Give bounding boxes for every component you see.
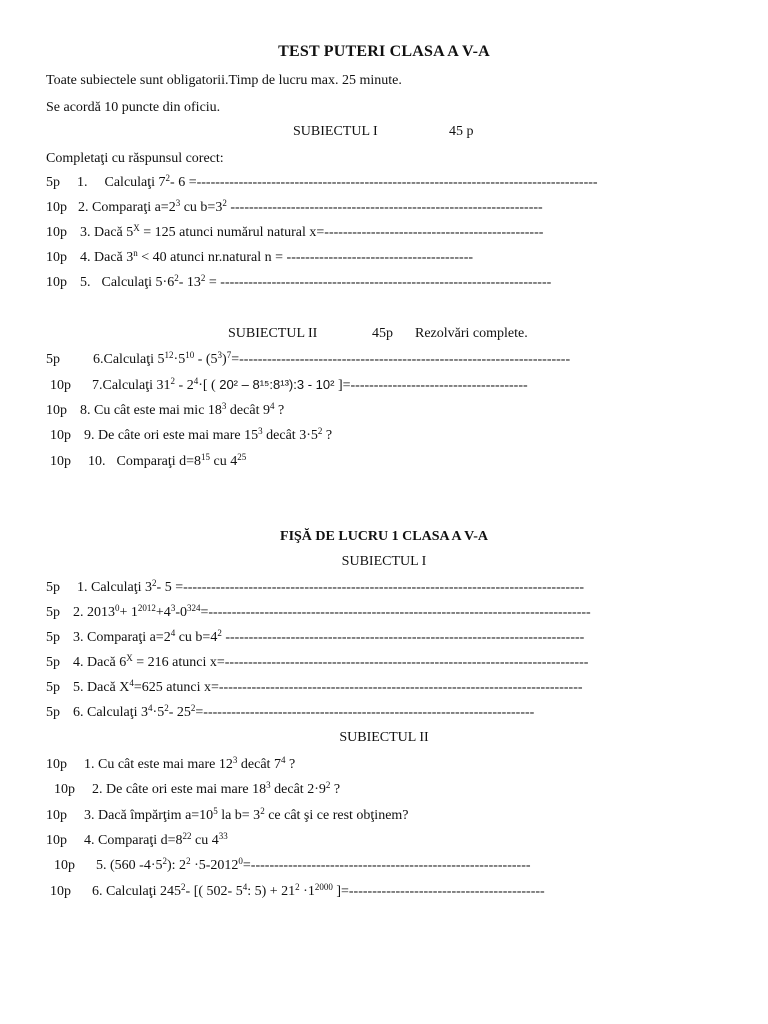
item-text: decât 3·5 [262,428,318,443]
answer-line: ------------------------------------------------------------------------------ [218,680,583,695]
item-text: Cu cât este mai mic 18 [94,403,222,418]
item-text: Dacă X [87,680,130,695]
item-number: 4. [73,655,84,670]
answer-line: -------------------------------------------------------------------------------------- [196,175,598,190]
answer-line: ------------------------------------------------------------ [250,858,531,873]
item-text: < 40 atunci nr.natural n = [137,250,287,265]
test-subiect1-points: 45 p [449,124,474,139]
exponent: 2 [222,198,227,208]
exponent: 2012 [137,603,156,613]
fisa-s1-item-2 [46,605,591,621]
item-points: 5p [46,630,60,645]
item-number: 5. [96,858,107,873]
exponent: X [126,653,133,663]
item-text: ·5 [173,352,186,367]
item-text: De câte ori este mai mare 15 [98,428,259,443]
test-s1-item-2 [46,200,543,216]
test-intro-rules: Toate subiectele sunt obligatorii.Timp de lucru max. 25 minute. [46,73,402,88]
exponent: 2 [200,273,206,283]
item-text: ·1 [299,884,315,899]
item-text: - (5 [194,352,218,367]
item-number: 2. [78,200,89,215]
exponent: 2 [260,806,265,816]
item-text: ]= [332,884,349,899]
test-s1-item-4 [46,250,473,266]
exponent: 33 [218,831,228,841]
test-intro-points: Se acordă 10 puncte din oficiu. [46,100,221,115]
item-points: 10p [46,833,67,848]
item-points: 10p [46,225,67,240]
exponent: 2000 [314,882,333,892]
item-number: 4. [84,833,95,848]
item-text: Calculaţi 31 [102,378,171,393]
exponent: 10 [185,350,195,360]
item-points: 10p [46,275,67,290]
item-text: De câte ori este mai mare 18 [106,782,267,797]
item-points: 10p [46,200,67,215]
item-text: - 2 [175,378,194,393]
item-text: ) [222,352,227,367]
item-text: Comparaţi a=2 [92,200,176,215]
item-text: = [231,352,240,367]
item-text: = 216 atunci x= [132,655,225,670]
test-s2-item-7 [50,377,528,394]
item-text: Dacă 6 [87,655,127,670]
item-text: +4 [155,605,171,620]
exponent: 2 [181,882,186,892]
item-text: Calculaţi 5·6 [101,275,175,290]
item-points: 10p [50,884,71,899]
item-points: 5p [46,680,60,695]
test-s1-item-5 [46,275,551,291]
test-subiect1-instruction: Completaţi cu răspunsul corect: [46,151,224,166]
item-text: cu 4 [210,454,238,469]
item-points: 10p [46,757,67,772]
item-number: 3. [84,808,95,823]
fisa-subiect2-title: SUBIECTUL II [339,730,429,745]
exponent: 2 [217,628,222,638]
item-number: 6. [93,352,104,367]
exponent: 3 [266,780,271,790]
test-s2-item-9 [50,428,332,444]
exponent: 2 [174,273,179,283]
item-text: cu 4 [191,833,219,848]
item-text: Comparaţi d=8 [116,454,201,469]
exponent: 2 [295,882,300,892]
item-number: 3. [80,225,91,240]
exponent: 12 [164,350,174,360]
item-text: decât 7 [237,757,281,772]
item-number: 6. [92,884,103,899]
answer-line: ----------------------------------------------------------------------- [203,705,535,720]
answer-line: ----------------------------------------------------------------------- [239,352,571,367]
answer-line: ------------------------------------------ [348,884,545,899]
fisa-s1-item-3 [46,630,584,646]
item-number: 6. [73,705,84,720]
test-s2-item-10 [50,454,246,470]
answer-line: -------------------------------------------------------------------------------------- [183,580,585,595]
fisa-s2-item-4 [46,833,228,849]
item-number: 9. [84,428,95,443]
exponent: 2 [325,780,331,790]
item-number: 1. [77,580,88,595]
fisa-s1-item-5 [46,680,583,696]
item-text: ? [274,403,285,418]
fisa-s1-item-4 [46,655,588,671]
item-text: = [200,605,209,620]
item-text: cu b=4 [175,630,218,645]
fisa-s2-item-1 [46,757,295,773]
item-text: Calculaţi 5 [103,352,165,367]
exponent: 25 [237,452,247,462]
item-text: ? [285,757,296,772]
item-text: (560 -4·5 [110,858,163,873]
item-text: - 25 [168,705,191,720]
exponent: 2 [162,856,167,866]
exponent: 3 [175,198,181,208]
exponent: 4 [242,882,248,892]
exponent: 4 [269,401,275,411]
exponent: 2 [186,856,191,866]
item-text: Calculaţi 3 [87,705,149,720]
exponent: 3 [217,350,223,360]
item-text: ·[ ( [198,378,220,393]
item-text: ]= [334,378,351,393]
item-points: 10p [50,428,71,443]
item-text: + 1 [119,605,138,620]
item-text: = [195,705,204,720]
exponent: 15 [201,452,210,462]
item-number: 1. [77,175,88,190]
item-text: ? [322,428,333,443]
item-text: la b= 3 [217,808,261,823]
item-points: 10p [46,403,67,418]
fisa-subiect1-title: SUBIECTUL I [341,554,427,569]
item-points: 10p [54,858,75,873]
exponent: 2 [317,426,323,436]
item-text: =625 atunci x= [133,680,219,695]
item-text: - [( 502- 5 [185,884,243,899]
exponent: 2 [165,173,171,183]
item-points: 5p [46,705,60,720]
item-text: = [205,275,221,290]
item-text: ce cât şi ce rest obţinem? [264,808,409,823]
exponent: 2 [170,376,176,386]
exponent: 4 [170,628,176,638]
item-points: 10p [46,250,67,265]
item-text: = [242,858,251,873]
item-points: 10p [50,454,71,469]
answer-line: ---------------------------------------------------------------------------------- [208,605,591,620]
exponent: 3 [258,426,263,436]
exponent: 4 [129,678,134,688]
item-text: : 5) + 21 [247,884,296,899]
exponent: 2 [164,703,169,713]
test-subiect1-title: SUBIECTUL I [293,124,378,139]
fisa-s2-item-6 [50,884,545,900]
item-text: Comparaţi a=2 [87,630,171,645]
item-text: cu b=3 [180,200,223,215]
exponent: 0 [238,856,243,866]
exponent: 7 [226,350,232,360]
item-points: 10p [54,782,75,797]
fisa-s1-item-6 [46,705,534,721]
item-number: 2. [73,605,84,620]
item-points: 10p [46,808,67,823]
test-s2-item-6 [46,352,570,368]
item-text: ): 2 [167,858,187,873]
answer-line: ------------------------------------------------------------------- [230,200,543,215]
item-points: 5p [46,352,60,367]
exponent: 4 [193,376,199,386]
item-number: 10. [88,454,106,469]
item-points: 5p [46,175,60,190]
item-text: decât 2·9 [270,782,326,797]
exponent: 3 [221,401,227,411]
item-number: 2. [92,782,103,797]
test-s1-item-3 [46,225,543,241]
item-number: 4. [80,250,91,265]
item-text: 2013 [87,605,115,620]
item-text: Calculaţi 7 [104,175,166,190]
item-text: Dacă 5 [94,225,134,240]
test-title: TEST PUTERI CLASA A V-A [278,43,490,60]
exponent: 5 [213,806,218,816]
item-points: 5p [46,605,60,620]
exponent: 3 [170,603,176,613]
item-number: 3. [73,630,84,645]
test-subiect2-points: 45p [372,326,393,341]
item-number: 8. [80,403,91,418]
item-text: ·5-2012 [190,858,239,873]
item-points: 10p [50,378,71,393]
item-text: decât 9 [226,403,270,418]
item-text: = 125 atunci numărul natural x= [139,225,325,240]
answer-line: ----------------------------------------------- [324,225,544,240]
answer-line: -------------------------------------- [350,378,528,393]
item-text: Dacă împărţim a=10 [98,808,214,823]
item-number: 5. [80,275,91,290]
fisa-title: FIŞĂ DE LUCRU 1 CLASA A V-A [280,529,488,544]
item-text: ·5 [152,705,165,720]
test-subiect2-title: SUBIECTUL II [228,326,318,341]
exponent: n [133,248,138,258]
answer-line: ----------------------------------------------------------------------- [220,275,552,290]
exponent: 4 [148,703,153,713]
exponent: 0 [115,603,120,613]
fisa-s2-item-2 [54,782,340,798]
item-text: - 5 = [156,580,184,595]
item-text: Calculaţi 3 [91,580,153,595]
exponent: 2 [152,578,157,588]
exponent: 324 [186,603,201,613]
item-number: 7. [92,378,103,393]
exponent: 3 [232,755,238,765]
exponent: 22 [182,831,192,841]
item-text: ? [330,782,341,797]
item-formula: 20² – 8¹⁵:8¹³):3 - 10² [219,377,335,392]
answer-line: ----------------------------------------------------------------------------- [225,630,585,645]
fisa-s2-item-5 [54,858,531,874]
item-text: Calculaţi 245 [106,884,182,899]
fisa-s2-item-3 [46,808,409,824]
item-number: 5. [73,680,84,695]
answer-line: ---------------------------------------- [286,250,474,265]
test-subiect2-note: Rezolvări complete. [415,326,528,341]
test-s1-item-1 [46,175,598,191]
test-s2-item-8 [46,403,284,419]
item-text: Dacă 3 [94,250,134,265]
exponent: X [133,223,140,233]
fisa-s1-item-1 [46,580,584,596]
item-points: 5p [46,655,60,670]
item-points: 5p [46,580,60,595]
item-number: 1. [84,757,95,772]
answer-line: ------------------------------------------------------------------------------ [224,655,589,670]
exponent: 4 [280,755,286,765]
item-text: - 6 = [170,175,197,190]
item-text: - 13 [178,275,201,290]
item-text: -0 [175,605,187,620]
exponent: 2 [190,703,196,713]
item-text: Cu cât este mai mare 12 [98,757,233,772]
item-text: Comparaţi d=8 [98,833,183,848]
